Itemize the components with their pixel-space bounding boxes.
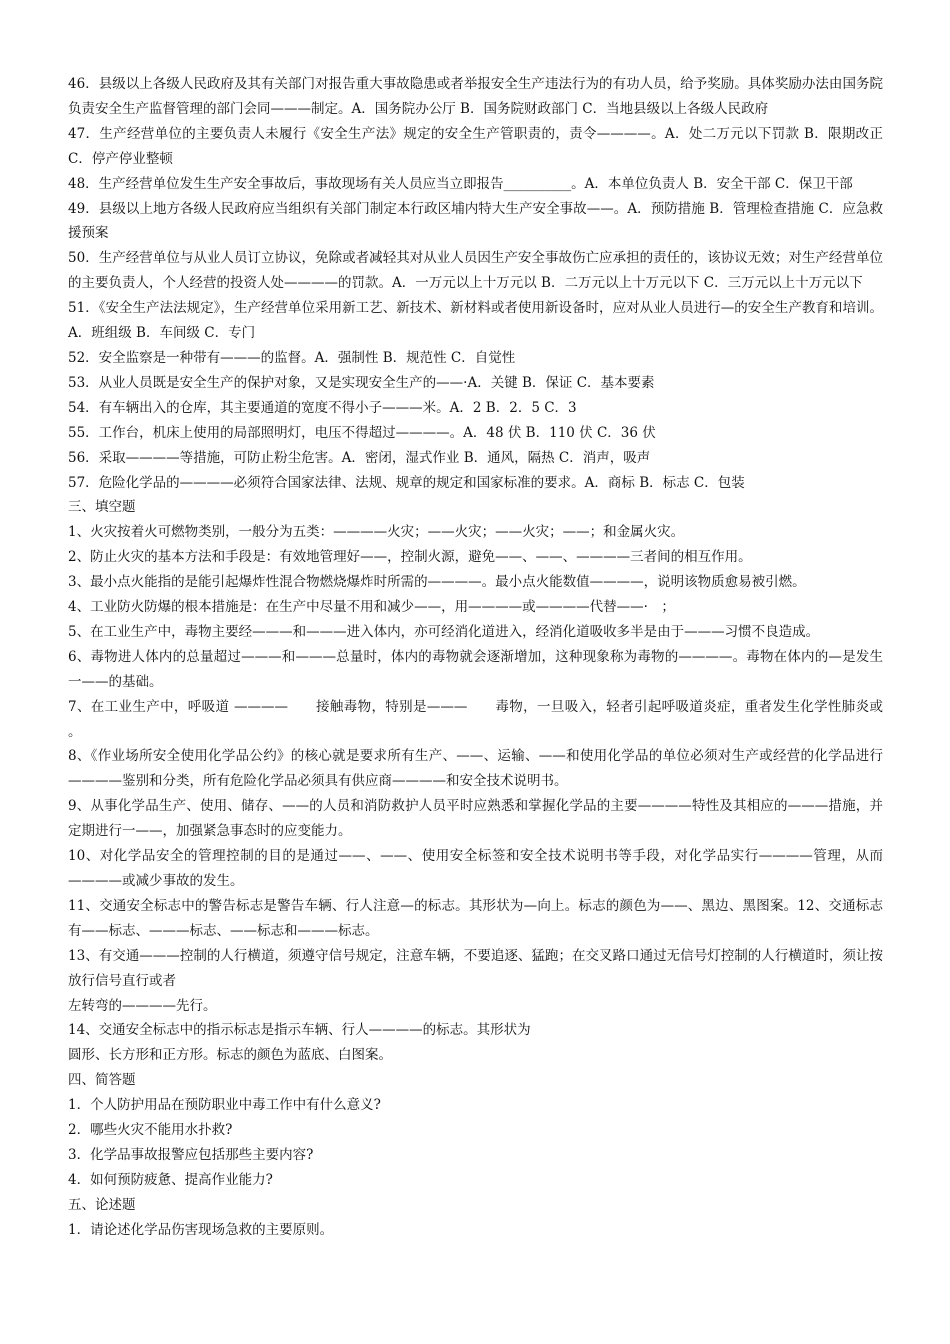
fill-blank-8: 8、《作业场所安全使用化学品公约》的核心就是要求所有生产、——、运输、——和使用化学品的单位必须对生产或经营的化学品进行————鉴别和分类，所有危险化学品必须具有供应商————和安全技术说明书。 — [68, 748, 883, 790]
short-answer-2: 2．哪些火灾不能用水扑救? — [68, 1122, 233, 1139]
fill-blank-13-cont: 左转弯的————先行。 — [68, 997, 217, 1014]
question-52: 52．安全监察是一种带有———的监督。A．强制性 B．规范性 C．自觉性 — [68, 349, 516, 366]
essay-1: 1．请论述化学品伤害现场急救的主要原则。 — [68, 1221, 334, 1238]
fill-blank-3: 3、最小点火能指的是能引起爆炸性混合物燃烧爆炸时所需的————。最小点火能数值————，说明该物质愈易被引燃。 — [68, 574, 806, 591]
fill-blank-14: 14、交通安全标志中的指示标志是指示车辆、行人————的标志。其形状为 — [68, 1022, 531, 1039]
section-heading-essay: 五、论述题 — [68, 1196, 136, 1213]
short-answer-1: 1．个人防护用品在预防职业中毒工作中有什么意义? — [68, 1097, 381, 1114]
question-50: 50．生产经营单位与从业人员订立协议，免除或者减轻其对从业人员因生产安全事故伤亡应承担的责任的，该协议无效；对生产经营单位的主要负责人，个人经营的投资人处————的罚款。A．一万元以上十万元以 B．二万元以上十万元以下 C．三万元以上十万元以下 — [68, 250, 883, 292]
fill-blank-10: 10、对化学品安全的管理控制的目的是通过——、——、使用安全标签和安全技术说明书等手段，对化学品实行————管理，从而————或减少事故的发生。 — [68, 848, 883, 889]
fill-blank-6: 6、毒物进人体内的总量超过———和———总量时，体内的毒物就会逐渐增加，这种现象称为毒物的————。毒物在体内的—是发生一——的基础。 — [68, 648, 883, 690]
fill-blank-7: 7、在工业生产中，呼吸道 ———— 接触毒物，特别是——— 毒物，一旦吸入，轻者引起呼吸道炎症，重者发生化学性肺炎或 。 — [68, 698, 910, 740]
short-answer-4: 4．如何预防疲惫、提高作业能力? — [68, 1171, 273, 1188]
question-47: 47．生产经营单位的主要负责人未履行《安全生产法》规定的安全生产管职责的，责令————。A．处二万元以下罚款 B．限期改正 C．停产停业整顿 — [68, 125, 883, 167]
fill-blank-13: 13、有交通———控制的人行横道，须遵守信号规定，注意车辆，不要追逐、猛跑；在交叉路口通过无信号灯控制的人行横道时，须让按放行信号直行或者 — [68, 947, 883, 989]
question-53: 53．从业人员既是安全生产的保护对象，又是实现安全生产的——·A．关键 B．保证 C．基本要素 — [68, 374, 655, 391]
question-51: 51．《安全生产法法规定》，生产经营单位采用新工艺、新技术、新材料或者使用新设备时，应对从业人员进行—的安全生产教育和培训。A．班组级 B．车间级 C．专门 — [68, 300, 883, 342]
question-46: 46．县级以上各级人民政府及其有关部门对报告重大事故隐患或者举报安全生产违法行为的有功人员，给予奖励。具体奖励办法由国务院负责安全生产监督管理的部门会同———制定。A．国务院办公厅 B．国务院财政部门 C．当地县级以上各级人民政府 — [68, 76, 883, 117]
fill-blank-14-cont: 圆形、长方形和正方形。标志的颜色为蓝底、白图案。 — [68, 1047, 392, 1064]
fill-blank-1: 1、火灾按着火可燃物类别，一般分为五类：————火灾；——火灾；——火灾；——；和金属火灾。 — [68, 524, 685, 541]
question-54: 54．有车辆出入的仓库，其主要通道的宽度不得小子———米。A．2 B．2．5 C．3 — [68, 399, 577, 416]
question-48: 48．生产经营单位发生生产安全事故后，事故现场有关人员应当立即报告__________。A．本单位负责人 B．安全干部 C．保卫干部 — [68, 175, 853, 192]
fill-blank-5: 5、在工业生产中，毒物主要经———和———进入体内，亦可经消化道进入，经消化道吸收多半是由于———习惯不良造成。 — [68, 623, 820, 640]
fill-blank-2: 2、防止火灾的基本方法和手段是：有效地管理好——，控制火源，避免——、——、————三者间的相互作用。 — [68, 549, 752, 566]
question-49: 49．县级以上地方各级人民政府应当组织有关部门制定本行政区埔内特大生产安全事故——。A．预防措施 B．管理检查措施 C．应急救援预案 — [68, 200, 883, 242]
document-page — [68, 72, 910, 1243]
section-heading-fill-blank: 三、填空题 — [68, 499, 136, 516]
fill-blank-9: 9、从事化学品生产、使用、储存、——的人员和消防救护人员平时应熟悉和掌握化学品的主要————特性及其相应的———措施，并定期进行一——，加强紧急事态时的应变能力。 — [68, 798, 883, 840]
fill-blank-4: 4、工业防火防爆的根本措施是：在生产中尽量不用和减少——，用————或————代替——· ； — [68, 599, 675, 616]
question-57: 57．危险化学品的————必须符合国家法律、法规、规章的规定和国家标准的要求。A．商标 B．标志 C．包装 — [68, 474, 745, 491]
section-heading-short-answer: 四、简答题 — [68, 1072, 136, 1089]
short-answer-3: 3．化学品事故报警应包括那些主要内容? — [68, 1146, 314, 1163]
question-56: 56．采取————等措施，可防止粉尘危害。A．密闭，湿式作业 B．通风，隔热 C．消声，吸声 — [68, 449, 651, 466]
question-55: 55．工作台，机床上使用的局部照明灯，电压不得超过————。A．48 伏 B．110 伏 C．36 伏 — [68, 424, 656, 441]
fill-blank-11-12: 11、交通安全标志中的警告标志是警告车辆、行人注意—的标志。其形状为—向上。标志的颜色为——、黑边、黑图案。12、交通标志有——标志、———标志、——标志和———标志。 — [68, 897, 883, 939]
